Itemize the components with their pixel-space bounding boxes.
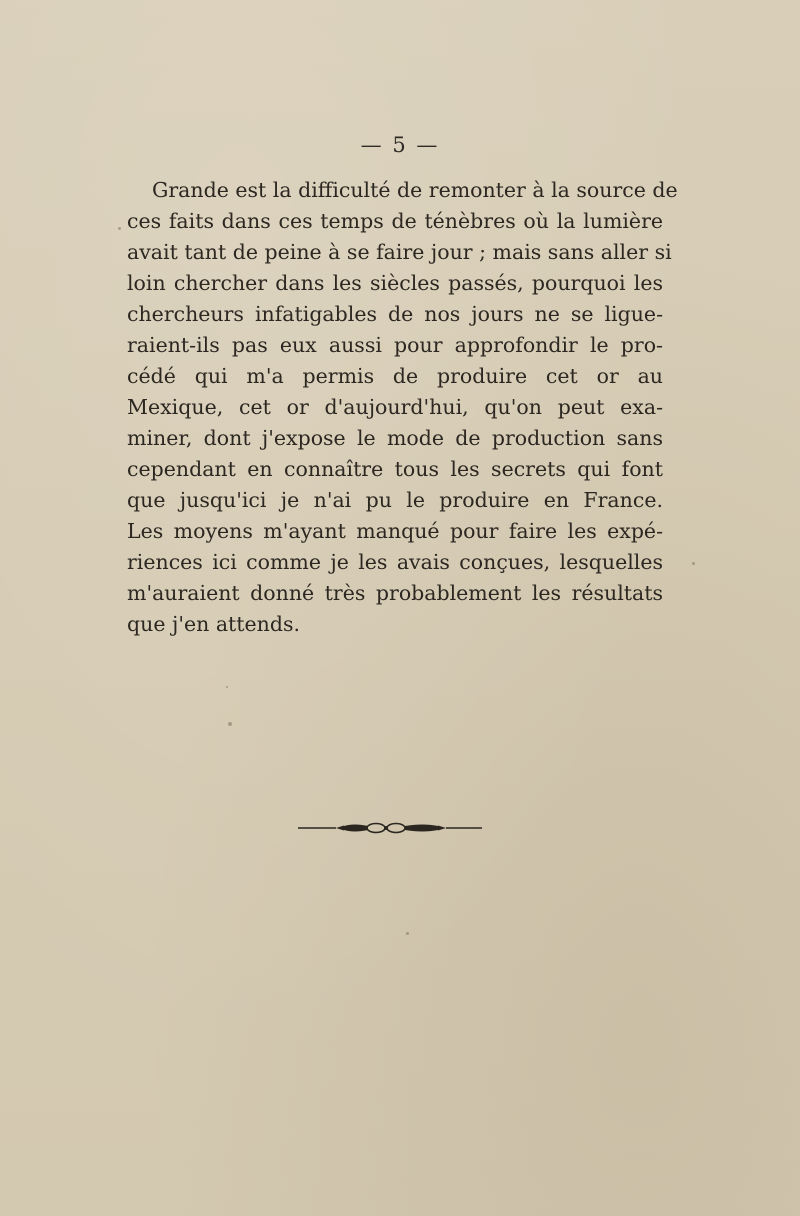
text-line-11: que jusqu'ici je n'ai pu le produire en France. [127,488,663,512]
text-line-4: loin chercher dans les siècles passés, pourquoi les [127,271,663,295]
text-line-7: cédé qui m'a permis de produire cet or au [127,364,663,388]
text-line-8: Mexique, cet or d'aujourd'hui, qu'on peut exa- [127,395,663,419]
text-line-9: miner, dont j'expose le mode de production sans [127,426,663,450]
text-line-15: que j'en attends. [127,612,301,636]
text-line-3: avait tant de peine à se faire jour ; mais sans aller si [127,240,672,264]
tailpiece-ornament-icon [298,818,482,838]
text-line-12: Les moyens m'ayant manqué pour faire les expé- [127,519,663,543]
body-paragraph [127,175,678,640]
paper-speck [228,722,232,726]
text-line-13: riences ici comme je les avais conçues, lesquelles [127,550,663,574]
paper-speck [226,686,228,688]
text-line-1: Grande est la difficulté de remonter à la source de [152,178,678,202]
text-line-6: raient-ils pas eux aussi pour approfondir le pro- [127,333,663,357]
paper-speck [406,932,409,935]
paper-speck [692,562,695,565]
text-line-2: ces faits dans ces temps de ténèbres où la lumière [127,209,663,233]
text-line-5: chercheurs infatigables de nos jours ne se ligue- [127,302,663,326]
page-number: — 5 — [360,133,440,157]
text-line-10: cependant en connaître tous les secrets qui font [127,457,663,481]
paper-speck [118,227,121,230]
text-line-14: m'auraient donné très probablement les résultats [127,581,663,605]
